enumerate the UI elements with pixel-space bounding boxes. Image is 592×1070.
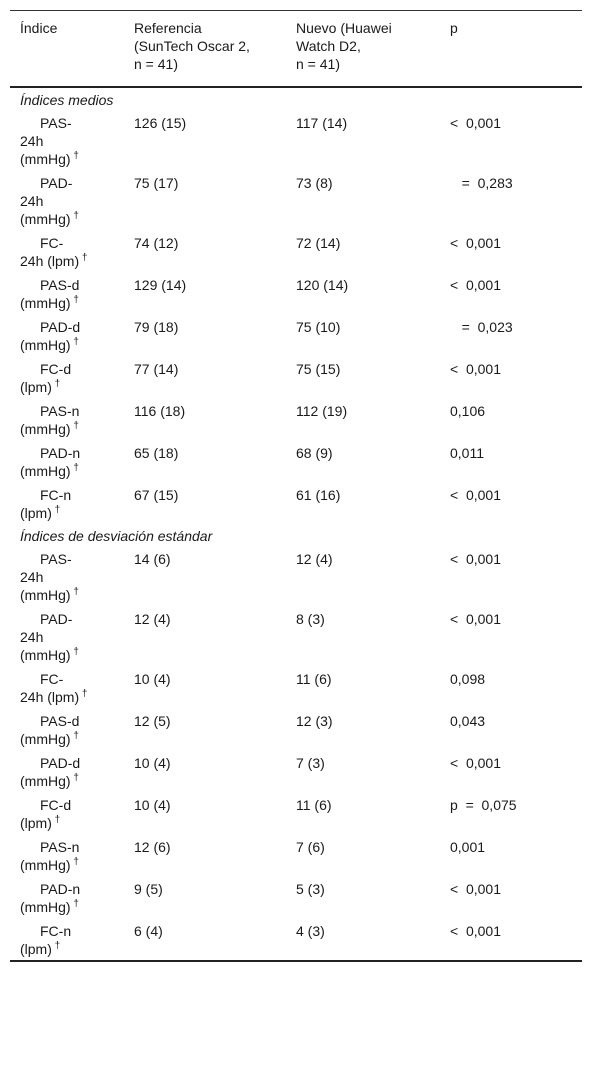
section-title: Índices medios <box>20 92 114 108</box>
dagger-mark: † <box>70 856 79 868</box>
dagger-mark: † <box>79 688 88 700</box>
cell-indice <box>20 486 130 522</box>
cell-referencia: 67 (15) <box>134 487 179 503</box>
indice-line <box>20 754 130 772</box>
indice-text: (lpm) <box>20 941 52 957</box>
dagger-mark: † <box>70 646 79 658</box>
indice-line <box>20 402 130 420</box>
cell-indice <box>20 796 130 832</box>
indice-line <box>20 712 130 730</box>
table-row <box>10 230 582 272</box>
indice-text: PAD-d <box>40 755 81 771</box>
indice-line <box>20 378 130 396</box>
cell-indice <box>20 922 130 958</box>
indice-text: (mmHg) <box>20 899 71 915</box>
indice-line <box>20 550 130 568</box>
indice-text: FC-d <box>40 361 72 377</box>
cell-indice <box>20 712 130 748</box>
cell-referencia: 74 (12) <box>134 235 179 251</box>
indice-line <box>20 192 130 210</box>
indice-line <box>20 462 130 480</box>
indice-line <box>20 568 130 586</box>
indice-text: (mmHg) <box>20 773 71 789</box>
indice-line <box>20 796 130 814</box>
dagger-mark: † <box>70 210 79 222</box>
indice-text: PAS-d <box>40 277 80 293</box>
table-row <box>10 666 582 708</box>
cell-indice <box>20 550 130 604</box>
indice-text: 24h (lpm) <box>20 689 80 705</box>
cell-nuevo: 11 (6) <box>296 797 332 813</box>
cell-p: < 0,001 <box>450 755 501 771</box>
cell-referencia: 12 (5) <box>134 713 171 729</box>
indice-text: 24h <box>20 133 44 149</box>
cell-referencia: 10 (4) <box>134 755 171 771</box>
cell-indice <box>20 318 130 354</box>
table-row <box>10 606 582 666</box>
table-row <box>10 272 582 314</box>
table-row <box>10 708 582 750</box>
indice-line <box>20 318 130 336</box>
cell-indice <box>20 610 130 664</box>
indice-line <box>20 670 130 688</box>
cell-referencia: 65 (18) <box>134 445 179 461</box>
header-p: p <box>450 20 458 36</box>
table-row <box>10 398 582 440</box>
indice-text: 24h <box>20 193 44 209</box>
indice-line <box>20 234 130 252</box>
indice-text: (mmHg) <box>20 211 71 227</box>
cell-p: < 0,001 <box>450 487 501 503</box>
table-row <box>10 110 582 170</box>
cell-nuevo: 61 (16) <box>296 487 341 503</box>
cell-p: 0,011 <box>450 445 484 461</box>
indice-text: (mmHg) <box>20 647 71 663</box>
indice-line <box>20 940 130 958</box>
table-row <box>10 792 582 834</box>
cell-nuevo: 73 (8) <box>296 175 333 191</box>
indice-text: (lpm) <box>20 379 52 395</box>
cell-nuevo: 120 (14) <box>296 277 349 293</box>
table-row <box>10 170 582 230</box>
cell-p: < 0,001 <box>450 881 501 897</box>
cell-p: 0,106 <box>450 403 486 419</box>
indice-line <box>20 838 130 856</box>
cell-referencia: 14 (6) <box>134 551 171 567</box>
indice-line <box>20 444 130 462</box>
cell-referencia: 9 (5) <box>134 881 163 897</box>
indice-line <box>20 132 130 150</box>
cell-nuevo: 68 (9) <box>296 445 333 461</box>
indice-text: (mmHg) <box>20 421 71 437</box>
indice-line <box>20 486 130 504</box>
indice-text: (mmHg) <box>20 731 71 747</box>
cell-nuevo: 12 (3) <box>296 713 333 729</box>
indice-text: (mmHg) <box>20 587 71 603</box>
indice-line <box>20 114 130 132</box>
indice-line <box>20 294 130 312</box>
cell-referencia: 79 (18) <box>134 319 179 335</box>
indice-line <box>20 814 130 832</box>
cell-indice <box>20 234 130 270</box>
cell-indice <box>20 754 130 790</box>
indice-text: (mmHg) <box>20 295 71 311</box>
indice-text: 24h <box>20 569 44 585</box>
indice-text: PAS-d <box>40 713 80 729</box>
table-row <box>10 834 582 876</box>
cell-referencia: 126 (15) <box>134 115 187 131</box>
indice-text: PAD- <box>40 175 73 191</box>
cell-nuevo: 72 (14) <box>296 235 341 251</box>
cell-nuevo: 117 (14) <box>296 115 348 131</box>
cell-indice <box>20 402 130 438</box>
cell-p: 0,098 <box>450 671 486 687</box>
cell-p: < 0,001 <box>450 361 501 377</box>
cell-referencia: 77 (14) <box>134 361 179 377</box>
indice-text: FC-n <box>40 487 72 503</box>
indice-text: PAS- <box>40 551 72 567</box>
cell-nuevo: 7 (6) <box>296 839 325 855</box>
dagger-mark: † <box>70 462 79 474</box>
cell-indice <box>20 174 130 228</box>
cell-indice <box>20 444 130 480</box>
cell-nuevo: 12 (4) <box>296 551 333 567</box>
indice-line <box>20 730 130 748</box>
cell-nuevo: 5 (3) <box>296 881 325 897</box>
indice-text: (mmHg) <box>20 463 71 479</box>
indice-line <box>20 610 130 628</box>
cell-referencia: 75 (17) <box>134 175 179 191</box>
indice-text: PAS-n <box>40 839 80 855</box>
cell-p: < 0,001 <box>450 235 501 251</box>
indice-line <box>20 772 130 790</box>
cell-nuevo: 112 (19) <box>296 403 348 419</box>
indice-text: FC- <box>40 671 64 687</box>
table-row <box>10 546 582 606</box>
table-body <box>10 88 582 960</box>
results-table <box>10 10 582 962</box>
dagger-mark: † <box>79 252 88 264</box>
indice-text: (mmHg) <box>20 337 71 353</box>
dagger-mark: † <box>70 420 79 432</box>
dagger-mark: † <box>70 336 79 348</box>
indice-text: PAD-n <box>40 881 81 897</box>
indice-text: (lpm) <box>20 815 52 831</box>
table-row <box>10 356 582 398</box>
table-header <box>10 11 582 86</box>
header-nuevo: Nuevo (Huawei Watch D2, n = 41) <box>296 20 392 72</box>
bottom-rule <box>10 960 582 962</box>
indice-line <box>20 628 130 646</box>
cell-nuevo: 75 (10) <box>296 319 341 335</box>
dagger-mark: † <box>70 772 79 784</box>
indice-text: PAS-n <box>40 403 80 419</box>
dagger-mark: † <box>51 814 61 826</box>
cell-p: = 0,023 <box>450 319 513 335</box>
cell-p: < 0,001 <box>450 611 501 627</box>
cell-referencia: 10 (4) <box>134 797 171 813</box>
indice-text: (mmHg) <box>20 151 71 167</box>
cell-referencia: 12 (6) <box>134 839 171 855</box>
table-row <box>10 750 582 792</box>
dagger-mark: † <box>70 150 79 162</box>
table-row <box>10 440 582 482</box>
cell-indice <box>20 360 130 396</box>
header-indice: Índice <box>20 20 58 36</box>
cell-p: 0,043 <box>450 713 486 729</box>
indice-text: PAD- <box>40 611 73 627</box>
indice-text: PAD-d <box>40 319 81 335</box>
cell-p: 0,001 <box>450 839 486 855</box>
table-row <box>10 876 582 918</box>
dagger-mark: † <box>51 378 61 390</box>
cell-nuevo: 4 (3) <box>296 923 325 939</box>
dagger-mark: † <box>70 294 79 306</box>
indice-line <box>20 360 130 378</box>
cell-indice <box>20 838 130 874</box>
dagger-mark: † <box>70 898 79 910</box>
indice-line <box>20 210 130 228</box>
indice-text: FC- <box>40 235 64 251</box>
indice-line <box>20 150 130 168</box>
cell-p: < 0,001 <box>450 115 501 131</box>
cell-nuevo: 7 (3) <box>296 755 325 771</box>
cell-referencia: 10 (4) <box>134 671 171 687</box>
indice-text: PAD-n <box>40 445 81 461</box>
indice-line <box>20 504 130 522</box>
indice-line <box>20 420 130 438</box>
indice-line <box>20 646 130 664</box>
indice-line <box>20 880 130 898</box>
dagger-mark: † <box>51 940 61 952</box>
cell-referencia: 116 (18) <box>134 403 186 419</box>
indice-line <box>20 898 130 916</box>
cell-indice <box>20 114 130 168</box>
indice-line <box>20 336 130 354</box>
table-row <box>10 482 582 524</box>
indice-text: FC-d <box>40 797 72 813</box>
cell-nuevo: 75 (15) <box>296 361 341 377</box>
indice-text: FC-n <box>40 923 72 939</box>
cell-referencia: 12 (4) <box>134 611 171 627</box>
cell-p: < 0,001 <box>450 277 501 293</box>
cell-p: < 0,001 <box>450 923 501 939</box>
cell-p: p = 0,075 <box>450 797 517 813</box>
indice-line <box>20 276 130 294</box>
cell-nuevo: 11 (6) <box>296 671 332 687</box>
table-row <box>10 314 582 356</box>
table-row <box>10 918 582 960</box>
indice-line <box>20 586 130 604</box>
dagger-mark: † <box>70 730 79 742</box>
cell-p: < 0,001 <box>450 551 501 567</box>
indice-line <box>20 922 130 940</box>
cell-referencia: 129 (14) <box>134 277 187 293</box>
section-title: Índices de desviación estándar <box>20 528 213 544</box>
dagger-mark: † <box>70 586 79 598</box>
cell-referencia: 6 (4) <box>134 923 163 939</box>
cell-p: = 0,283 <box>450 175 513 191</box>
cell-indice <box>20 276 130 312</box>
indice-text: 24h <box>20 629 44 645</box>
cell-nuevo: 8 (3) <box>296 611 325 627</box>
cell-indice <box>20 880 130 916</box>
indice-text: PAS- <box>40 115 72 131</box>
indice-line <box>20 252 130 270</box>
indice-line <box>20 688 130 706</box>
header-referencia: Referencia (SunTech Oscar 2, n = 41) <box>134 20 250 72</box>
indice-text: 24h (lpm) <box>20 253 80 269</box>
cell-indice <box>20 670 130 706</box>
indice-line <box>20 856 130 874</box>
indice-text: (mmHg) <box>20 857 71 873</box>
indice-line <box>20 174 130 192</box>
indice-text: (lpm) <box>20 505 52 521</box>
dagger-mark: † <box>51 504 61 516</box>
